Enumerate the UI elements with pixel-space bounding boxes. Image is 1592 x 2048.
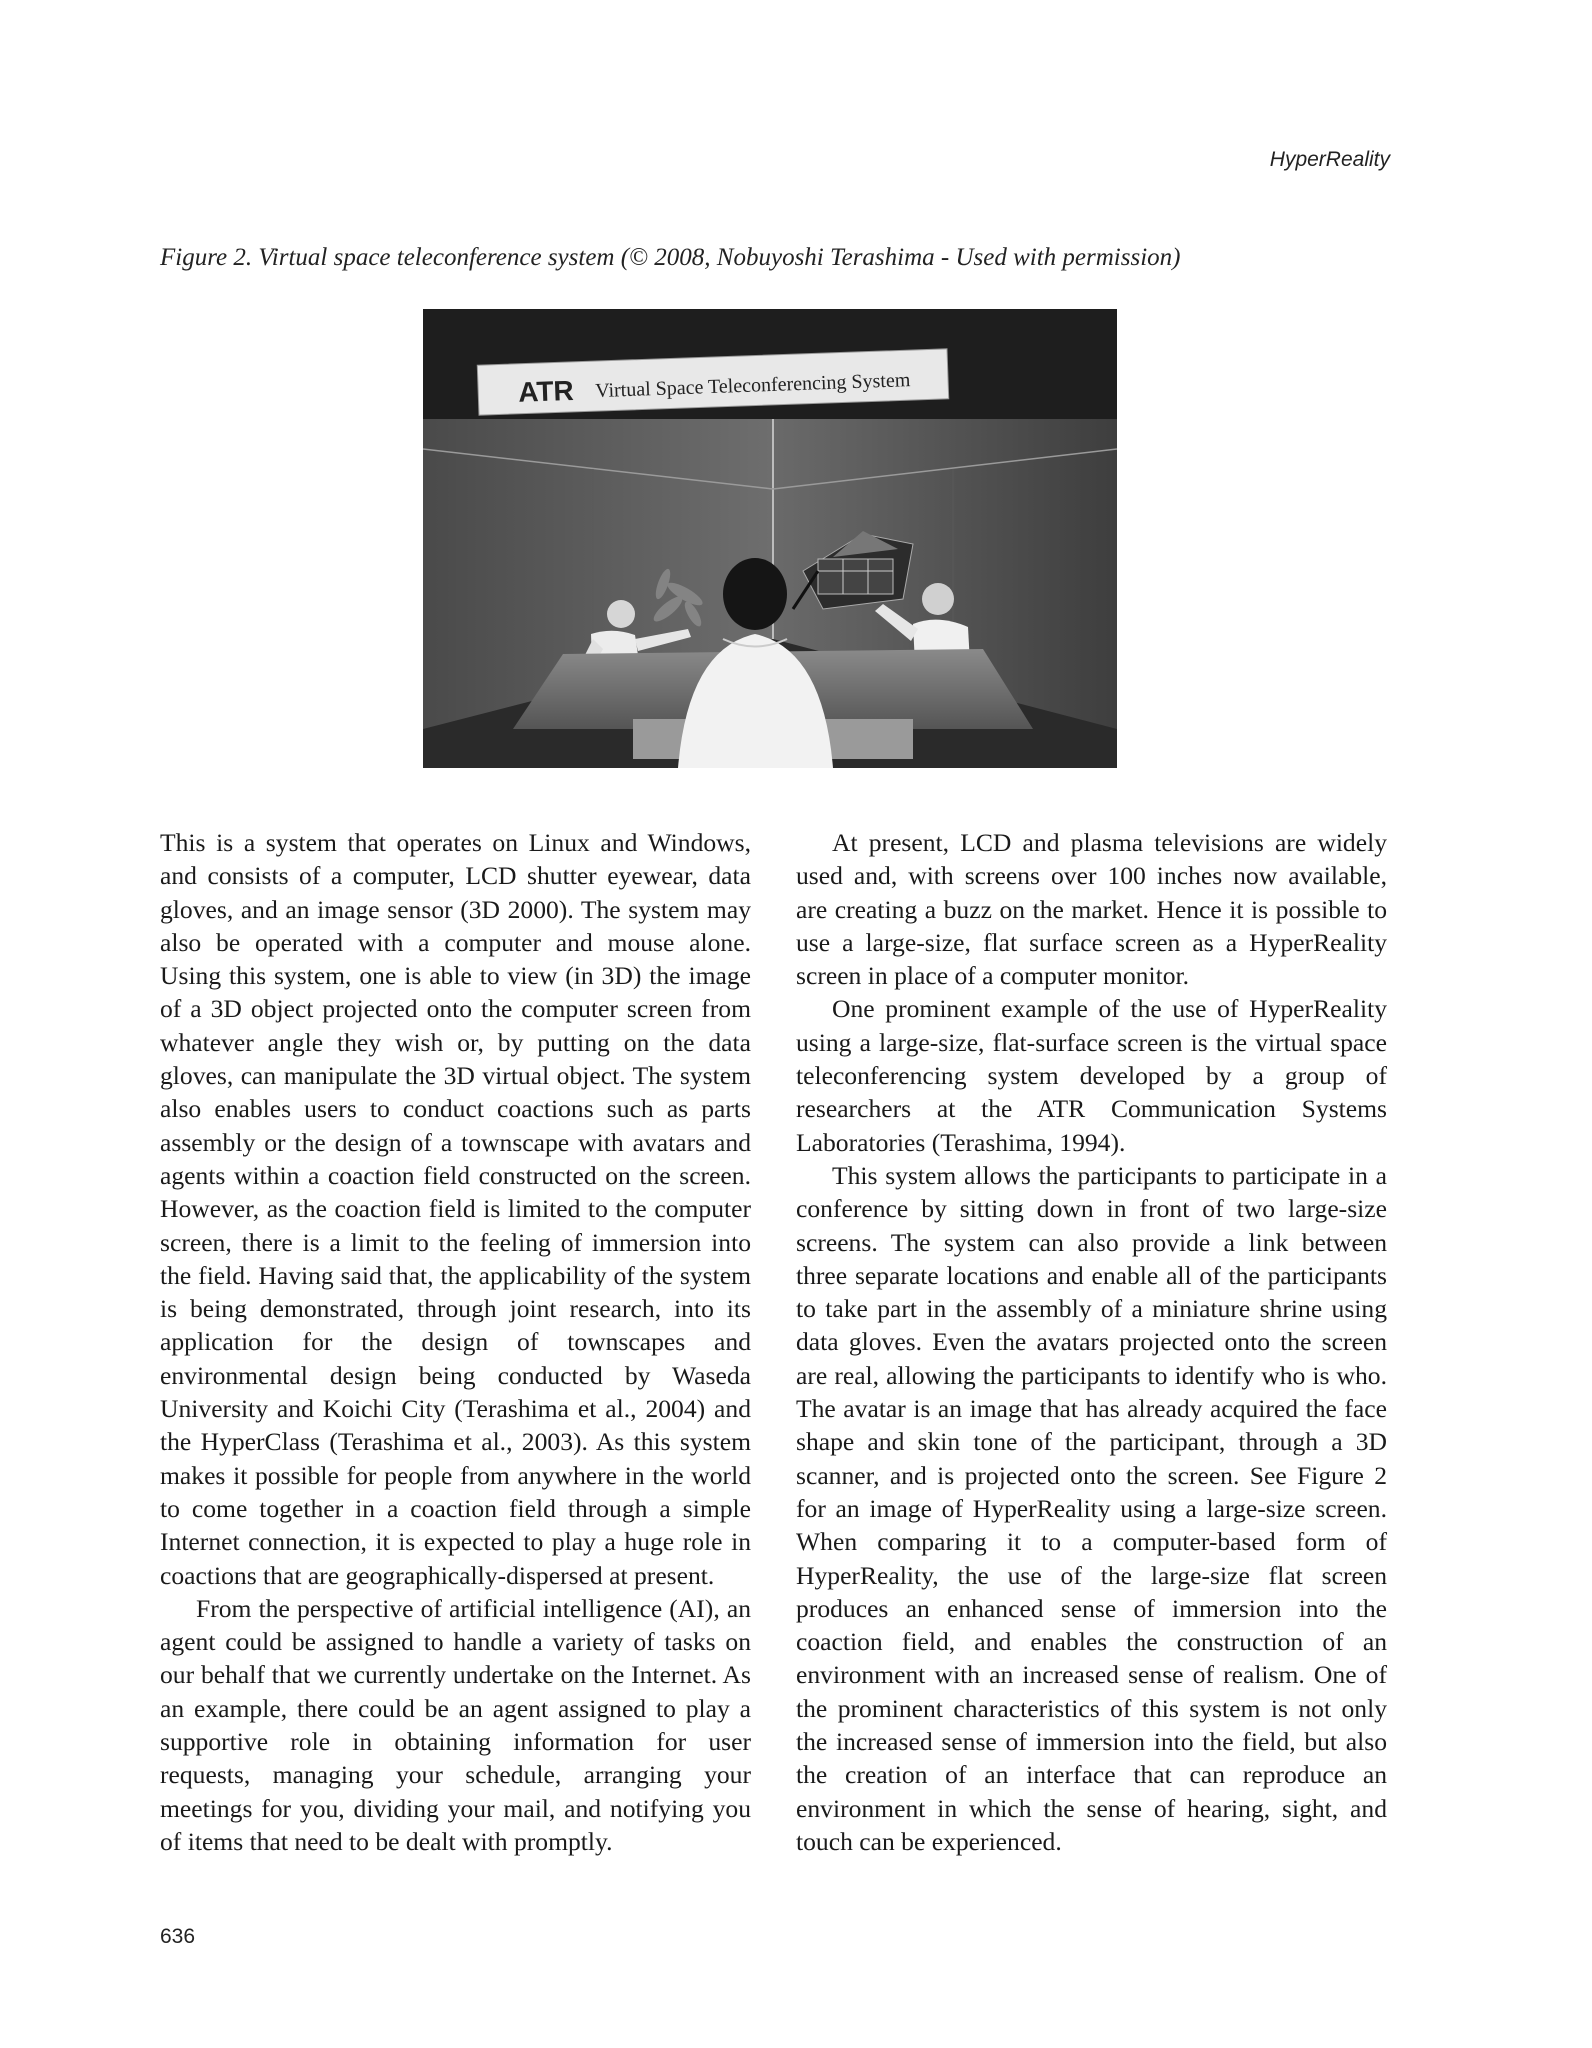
figure-photo bbox=[423, 309, 1117, 768]
paragraph: This is a system that operates on Linux and Windows, and consists of a computer, LCD shutter eyewear, data gloves, and an image sensor (3D 2000). The system may also be operated with a computer and mouse alone. Using this system, one is able to view (in 3D) the image of a 3D object projected onto the computer screen from whatever angle they wish or, by putting on the data gloves, can manipulate the 3D virtual object. The system also enables users to conduct coactions such as parts assembly or the design of a townscape with avatars and agents within a coaction field constructed on the screen. However, as the coaction field is limited to the computer screen, there is a limit to the feeling of immersion into the field. Having said that, the applicability of the system is being demonstrated, through joint research, into its application for the design of townscapes and environmental design being conducted by Waseda University and Koichi City (Terashima et al., 2004) and the HyperClass (Terashima et al., 2003). As this system makes it possible for people from anywhere in the world to come together in a coaction field through a simple Internet connection, it is expected to play a huge role in coactions that are geographically-dispersed at present. bbox=[160, 828, 751, 1590]
running-head: HyperReality bbox=[1269, 148, 1390, 171]
teleconference-photo bbox=[423, 309, 1117, 768]
right-column bbox=[796, 826, 1387, 1858]
figure-caption: Figure 2. Virtual space teleconference system (© 2008, Nobuyoshi Terashima - Used with permission) bbox=[160, 244, 1181, 271]
left-column bbox=[160, 826, 751, 1858]
page-number: 636 bbox=[160, 1925, 196, 1948]
paragraph: This system allows the participants to participate in a conference by sitting down in front of two large-size screens. The system can also provide a link between three separate locations and enable all of the participants to take part in the assembly of a miniature shrine using data gloves. Even the avatars projected onto the screen are real, allowing the participants to identify who is who. The avatar is an image that has already acquired the face shape and skin tone of the participant, through a 3D scanner, and is projected onto the screen. See Figure 2 for an image of HyperReality using a large-size screen. When comparing it to a computer-based form of HyperReality, the use of the large-size flat screen produces an enhanced sense of immersion into the coaction field, and enables the construction of an environment with an increased sense of realism. One of the prominent characteristics of this system is not only the increased sense of immersion into the field, but also the creation of an interface that can reproduce an environment in which the sense of hearing, sight, and touch can be experienced. bbox=[796, 1160, 1387, 1856]
paragraph: One prominent example of the use of HyperReality using a large-size, flat-surface screen is the virtual space teleconferencing system developed by a group of researchers at the ATR Communication Systems Laboratories (Terashima, 1994). bbox=[796, 994, 1387, 1157]
paragraph: From the perspective of artificial intelligence (AI), an agent could be assigned to handle a variety of tasks on our behalf that we currently undertake on the Internet. As an example, there could be an agent assigned to play a supportive role in obtaining information for user requests, managing your schedule, arranging your meetings for you, dividing your mail, and notifying you of items that need to be dealt with promptly. bbox=[160, 1593, 751, 1856]
paragraph: At present, LCD and plasma televisions are widely used and, with screens over 100 inches now available, are creating a buzz on the market. Hence it is possible to use a large-size, flat surface screen as a HyperReality screen in place of a computer monitor. bbox=[796, 828, 1387, 991]
banner-title: Virtual Space Teleconferencing System bbox=[594, 369, 911, 403]
banner-logo: ATR bbox=[517, 374, 575, 408]
